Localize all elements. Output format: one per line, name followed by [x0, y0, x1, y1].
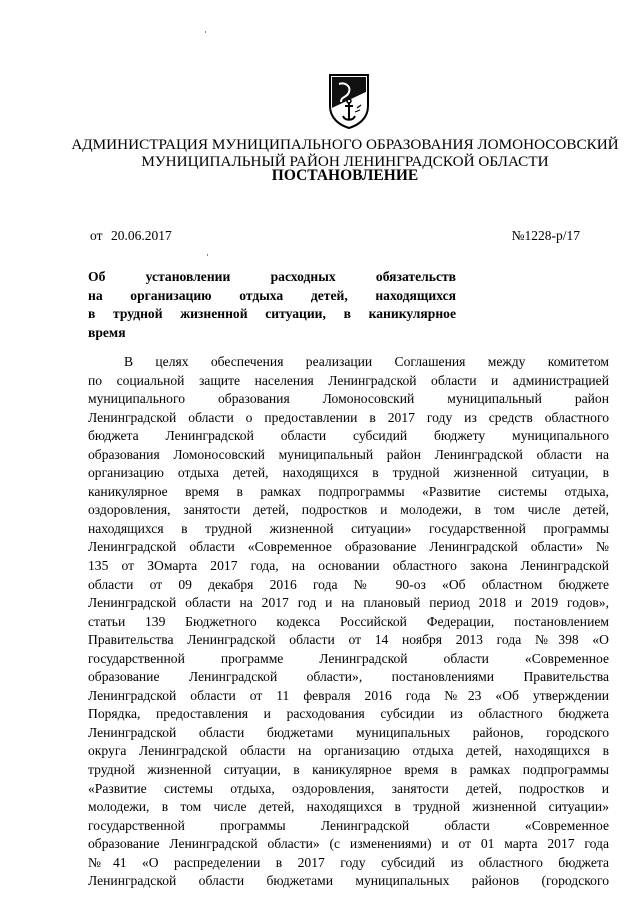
body-line: Порядка, предоставления и расходования субсидии из областного бюджета: [88, 706, 609, 722]
body-line: образования Ломоносовский муниципальный район Ленинградской области на: [88, 446, 609, 462]
subject-line: время: [88, 324, 126, 340]
document-number: №1228-р/17: [511, 228, 580, 243]
coat-of-arms-emblem: [327, 72, 371, 130]
body-line: государственной программе Ленинградской области «Современное: [88, 650, 609, 666]
body-line: находящихся в трудной жизненной ситуации» государственной программы: [88, 520, 609, 536]
document-date: 20.06.2017: [111, 228, 172, 243]
body-line: бюджета Ленинградской области субсидий бюджету муниципального: [88, 428, 609, 444]
body-line: области от 09 декабря 2016 года № 90-оз «Об областном бюджете: [88, 576, 609, 592]
body-line: государственной программы Ленинградской области «Современное: [88, 817, 609, 833]
from-label: от: [90, 228, 103, 243]
document-type-title: ПОСТАНОВЛЕНИЕ: [271, 167, 419, 184]
body-line: Ленинградской области бюджетами муниципальных районов (городского: [88, 873, 609, 889]
body-line: молодежи, в том числе детей, находящихся в трудной жизненной ситуации»: [88, 799, 609, 815]
body-line: муниципального образования Ломоносовский муниципальный район: [88, 391, 609, 407]
body-line: образование Ленинградской области» (с изменениями) и от 01 марта 2017 года: [88, 836, 609, 852]
body-line: Ленинградской области о предоставлении в 2017 году из средств областного: [88, 409, 609, 425]
body-line: трудной жизненной ситуации, в каникулярное время в рамках подпрограммы: [88, 762, 609, 778]
body-line: Правительства Ленинградской области от 14 ноября 2013 года №398 «О: [88, 632, 609, 648]
body-line: Ленинградской области от 11 февраля 2016 года №23 «Об утверждении: [88, 687, 609, 703]
body-line: 135 от ЗОмарта 2017 года, на основании областного закона Ленинградской: [88, 558, 609, 574]
subject-line: в трудной жизненной ситуации, в каникулярное: [88, 306, 456, 322]
subject-line: на организацию отдыха детей, находящихся: [88, 287, 456, 303]
document-subject: [88, 268, 456, 342]
body-line: В целях обеспечения реализации Соглашения между комитетом: [124, 354, 609, 369]
administration-title-line1: АДМИНИСТРАЦИЯ МУНИЦИПАЛЬНОГО ОБРАЗОВАНИЯ ЛОМОНОСОВСКИЙ: [71, 136, 619, 153]
body-line: Ленинградской области «Современное образование Ленинградской области» №: [88, 539, 609, 555]
document-body: [88, 353, 609, 891]
body-line: статьи 139 Бюджетного кодекса Российской Федерации, постановлением: [88, 613, 609, 629]
administration-title-line2: МУНИЦИПАЛЬНЫЙ РАЙОН ЛЕНИНГРАДСКОЙ ОБЛАСТИ: [141, 153, 549, 170]
body-line: округа Ленинградской области на организацию отдыха детей, находящихся в: [88, 743, 609, 759]
body-line: Ленинградской области на 2017 год и на плановый период 2018 и 2019 годов»,: [88, 595, 609, 611]
body-line: Ленинградской области бюджетами муниципальных районов, городского: [88, 724, 609, 740]
subject-line: Об установлении расходных обязательств: [88, 269, 456, 284]
body-line: №41 «О распределении в 2017 году субсидий из областного бюджета: [88, 854, 609, 870]
body-line: каникулярное время в рамках подпрограммы «Развитие системы отдыха,: [88, 483, 609, 499]
scan-speck: [205, 31, 206, 33]
body-line: организацию отдыха детей, находящихся в трудной жизненной ситуации, в: [88, 465, 609, 481]
body-line: «Развитие системы отдыха, оздоровления, занятости детей, подростков и: [88, 780, 609, 796]
body-line: оздоровления, занятости детей, подростков и молодежи, в том числе детей,: [88, 502, 609, 518]
scan-speck: [207, 254, 208, 256]
body-line: образование Ленинградской области», постановлениями Правительства: [88, 669, 609, 685]
body-line: по социальной защите населения Ленинградской области и администрацией: [88, 372, 609, 388]
